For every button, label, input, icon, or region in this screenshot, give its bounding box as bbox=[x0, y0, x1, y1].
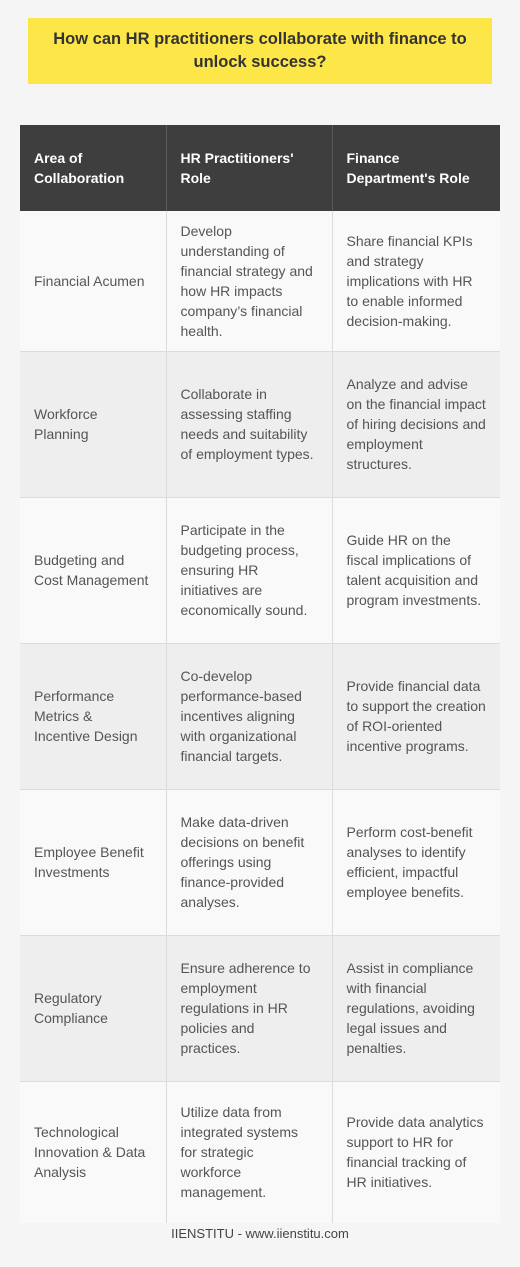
hr-role-cell: Participate in the budgeting process, ensuring HR initiatives are economically sound. bbox=[166, 497, 332, 643]
area-cell: Financial Acumen bbox=[20, 211, 166, 351]
collaboration-table bbox=[20, 125, 500, 1223]
hr-role-cell: Make data-driven decisions on benefit offerings using finance-provided analyses. bbox=[166, 789, 332, 935]
hr-role-cell: Utilize data from integrated systems for strategic workforce management. bbox=[166, 1081, 332, 1223]
title-banner bbox=[28, 18, 492, 84]
area-cell: Budgeting and Cost Management bbox=[20, 497, 166, 643]
table-row bbox=[20, 211, 500, 351]
hr-role-cell: Co-develop performance-based incentives aligning with organizational financial targets. bbox=[166, 643, 332, 789]
table-row bbox=[20, 935, 500, 1081]
finance-role-cell: Assist in compliance with financial regulations, avoiding legal issues and penalties. bbox=[332, 935, 500, 1081]
table-row bbox=[20, 789, 500, 935]
finance-role-cell: Provide financial data to support the creation of ROI-oriented incentive programs. bbox=[332, 643, 500, 789]
finance-role-cell: Perform cost-benefit analyses to identify efficient, impactful employee benefits. bbox=[332, 789, 500, 935]
page-title: How can HR practitioners collaborate with finance to unlock success? bbox=[53, 30, 467, 71]
hr-role-cell: Ensure adherence to employment regulations in HR policies and practices. bbox=[166, 935, 332, 1081]
table-row bbox=[20, 351, 500, 497]
table-row bbox=[20, 1081, 500, 1223]
area-cell: Employee Benefit Investments bbox=[20, 789, 166, 935]
area-cell: Technological Innovation & Data Analysis bbox=[20, 1081, 166, 1223]
area-cell: Regulatory Compliance bbox=[20, 935, 166, 1081]
finance-role-cell: Provide data analytics support to HR for financial tracking of HR initiatives. bbox=[332, 1081, 500, 1223]
hr-role-cell: Collaborate in assessing staffing needs and suitability of employment types. bbox=[166, 351, 332, 497]
finance-role-cell: Guide HR on the fiscal implications of talent acquisition and program investments. bbox=[332, 497, 500, 643]
column-header-hr-role: HR Practitioners' Role bbox=[166, 125, 332, 211]
column-header-finance-role: Finance Department's Role bbox=[332, 125, 500, 211]
area-cell: Performance Metrics & Incentive Design bbox=[20, 643, 166, 789]
finance-role-cell: Analyze and advise on the financial impact of hiring decisions and employment structures. bbox=[332, 351, 500, 497]
finance-role-cell: Share financial KPIs and strategy implications with HR to enable informed decision-making. bbox=[332, 211, 500, 351]
footer-credit: IIENSTITU - www.iienstitu.com bbox=[171, 1226, 349, 1241]
table-header-row bbox=[20, 125, 500, 211]
hr-role-cell: Develop understanding of financial strategy and how HR impacts company’s financial health. bbox=[166, 211, 332, 351]
table-row bbox=[20, 497, 500, 643]
column-header-area: Area of Collaboration bbox=[20, 125, 166, 211]
area-cell: Workforce Planning bbox=[20, 351, 166, 497]
table-row bbox=[20, 643, 500, 789]
